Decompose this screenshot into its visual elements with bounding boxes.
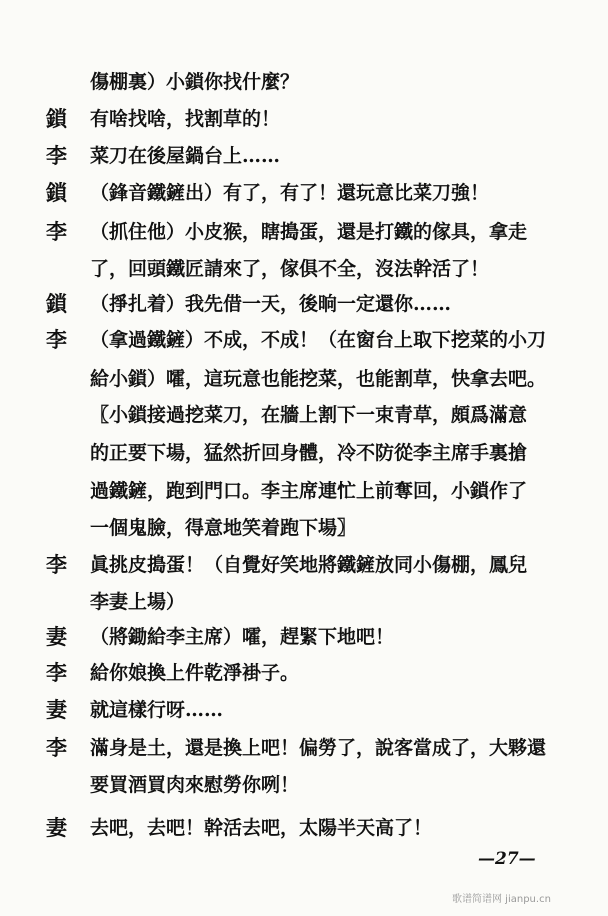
script-line	[0, 361, 608, 397]
line-text: （抓住他）小皮猴，瞎搗蛋，還是打鐵的傢具，拿走	[90, 221, 528, 243]
speaker-label: 李	[46, 552, 67, 577]
script-line	[0, 64, 608, 100]
speaker-label: 李	[46, 660, 67, 685]
speaker-label: 李	[46, 327, 67, 352]
speaker-label: 李	[46, 219, 67, 244]
speaker-label: 妻	[46, 815, 67, 840]
speaker-label: 鎖	[46, 180, 67, 205]
line-text: 要買酒買肉來慰勞你咧！	[90, 774, 300, 796]
speaker-label: 李	[46, 143, 67, 168]
stage-direction-line	[0, 473, 608, 509]
script-line	[0, 286, 608, 322]
line-text: （將鋤給李主席）嚯，趕緊下地吧！	[90, 626, 395, 648]
line-text: 一個鬼臉，得意地笑着跑下場〗	[90, 517, 357, 539]
speaker-label: 妻	[46, 624, 67, 649]
line-text: （拿過鐵鏟）不成，不成！（在窗台上取下挖菜的小刀	[90, 329, 547, 351]
line-text: 滿身是土，還是換上吧！偏勞了，說客當成了，大夥還	[90, 737, 547, 759]
script-line	[0, 547, 608, 583]
line-text: 眞挑皮搗蛋！（自覺好笑地將鐵鏟放同小傷棚，鳳兒	[90, 554, 528, 576]
speaker-label: 妻	[46, 697, 67, 722]
script-line	[0, 251, 608, 287]
speaker-label: 鎖	[46, 291, 67, 316]
line-text: 菜刀在後屋鍋台上……	[90, 145, 281, 167]
script-line	[0, 214, 608, 250]
stage-direction-line	[0, 510, 608, 546]
line-text: 了，回頭鐵匠請來了，傢俱不全，沒法幹活了！	[90, 258, 490, 280]
line-text: 〖小鎖接過挖菜刀，在牆上割下一束青草，頗爲滿意	[90, 404, 528, 426]
line-text: 給小鎖）嚯，這玩意也能挖菜，也能割草，快拿去吧。	[90, 368, 547, 390]
speaker-label: 鎖	[46, 106, 67, 131]
script-line	[0, 767, 608, 803]
line-text: 傷棚裏）小鎖你找什麼？	[90, 71, 300, 93]
watermark-text: 歌谱简谱网 jianpu.cn	[452, 894, 551, 905]
line-text: 有啥找啥，找割草的！	[90, 108, 281, 130]
line-text: 就這樣行呀……	[90, 699, 224, 721]
speaker-label: 李	[46, 735, 67, 760]
line-text: 過鐵鏟，跑到門口。李主席連忙上前奪回，小鎖作了	[90, 480, 528, 502]
script-line	[0, 584, 608, 620]
line-text: （鋒音鐵鏟出）有了，有了！還玩意比菜刀強！	[90, 182, 490, 204]
stage-direction-line	[0, 435, 608, 471]
line-text: 去吧，去吧！幹活去吧，太陽半天高了！	[90, 817, 433, 839]
script-line	[0, 619, 608, 655]
script-line	[0, 730, 608, 766]
stage-direction-line	[0, 397, 608, 433]
line-text: （掙扎着）我先借一天，後晌一定還你……	[90, 293, 452, 315]
line-text: 給你娘換上件乾淨褂子。	[90, 662, 300, 684]
line-text: 的正要下場，猛然折回身體，冷不防從李主席手裏搶	[90, 442, 528, 464]
script-line	[0, 138, 608, 174]
page-number: —27—	[478, 849, 536, 869]
script-line	[0, 692, 608, 728]
script-line	[0, 655, 608, 691]
script-line	[0, 810, 608, 846]
script-line	[0, 175, 608, 211]
script-line	[0, 322, 608, 358]
line-text: 李妻上場）	[90, 591, 186, 613]
script-line	[0, 101, 608, 137]
